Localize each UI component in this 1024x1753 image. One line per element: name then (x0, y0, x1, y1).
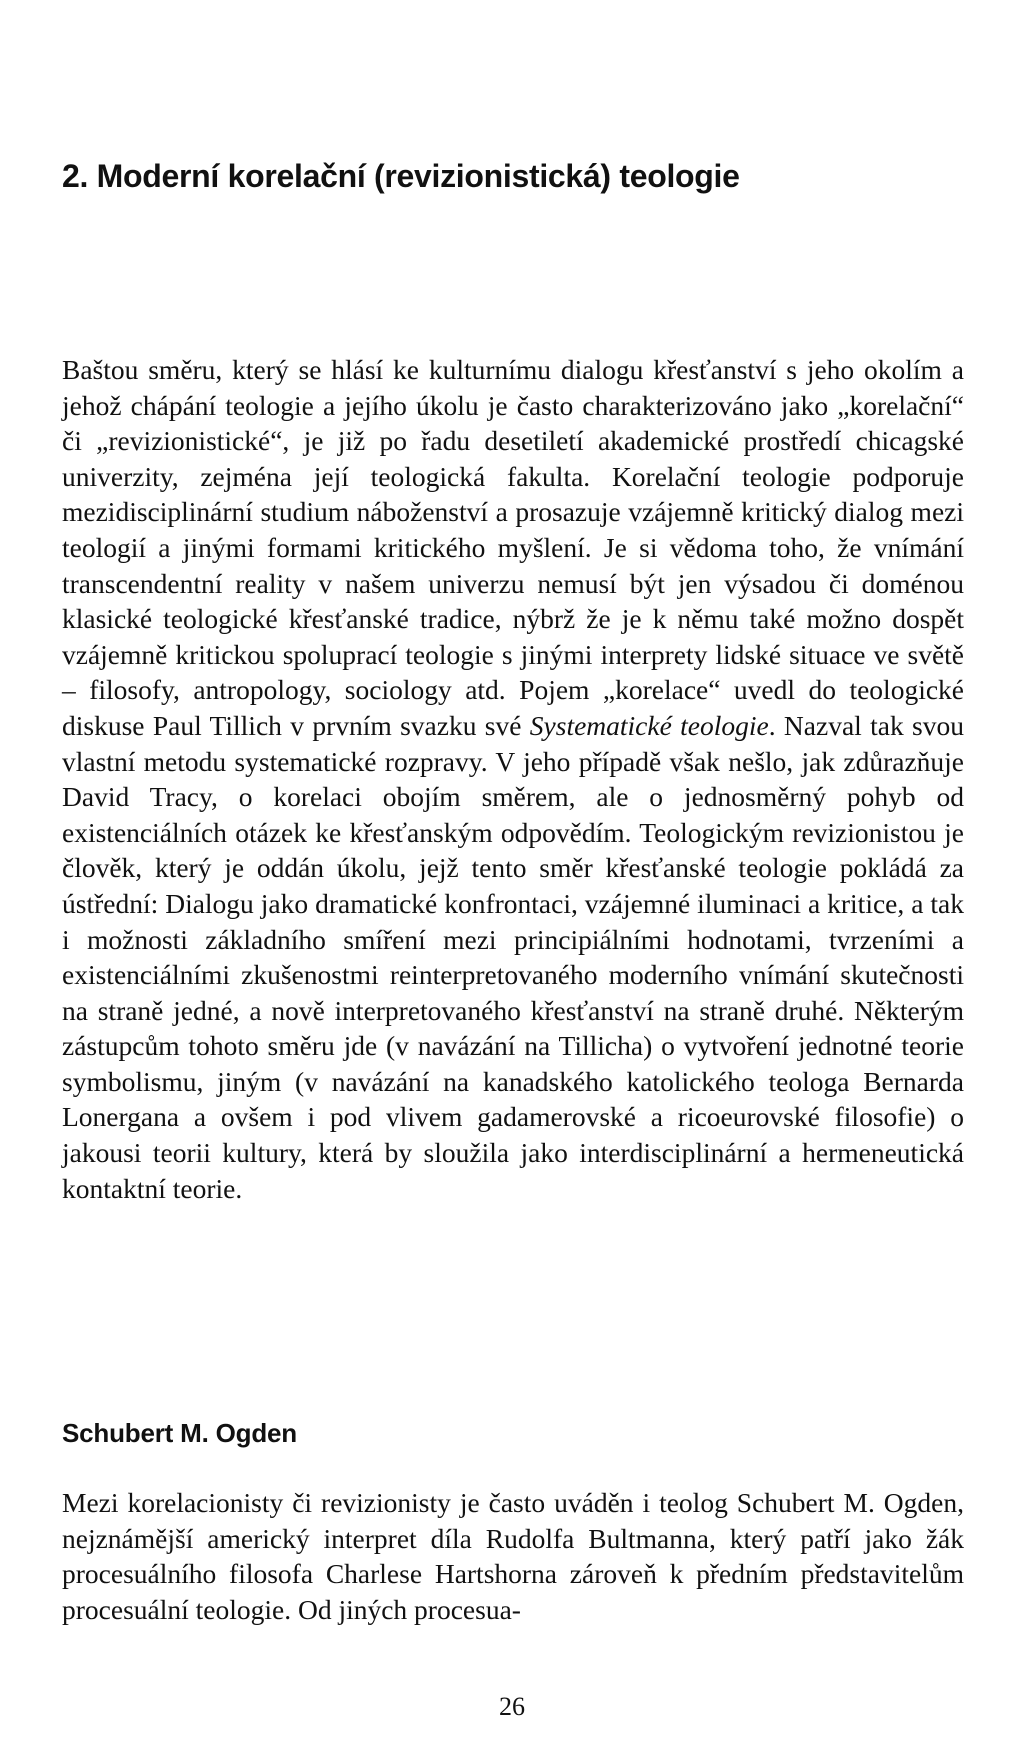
chapter-title: 2. Moderní korelační (revizionistická) teologie (62, 158, 740, 194)
intro-text-before-title: Baštou směru, který se hlásí ke kulturnímu dialogu křesťanství s jeho okolím a jehož chápání teologie a jejího úkolu je často charakterizováno jako „korelační“ či „revizionistické“, je již po řadu desetiletí akademické prostředí chicagské univerzity, zejména její teologická fakulta. Korelační teologie podporuje mezidisciplinární studium náboženství a prosazuje vzájemně kritický dialog mezi teologií a jinými formami kritického myšlení. Je si vědoma toho, že vnímání transcendentní reality v našem univerzu nemusí být jen výsadou či doménou klasické teologické křesťanské tradice, nýbrž že je k němu také možno dospět vzájemně kritickou spoluprací teologie s jinými interprety lidské situace ve světě – filosofy, antropology, sociology atd. Pojem „korelace“ uvedl do teologické diskuse Paul Tillich v prvním svazku své (62, 354, 964, 741)
section-paragraph: Mezi korelacionisty či revizionisty je často uváděn i teolog Schubert M. Ogden, nejznámější americký interpret díla Rudolfa Bultmanna, který patří jako žák procesuálního filosofa Charlese Hartshorna zároveň k předním představitelům procesuální teologie. Od jiných procesua- (62, 1487, 964, 1625)
section-heading: Schubert M. Ogden (62, 1418, 297, 1448)
book-title-italic: Systematické teologie (529, 709, 769, 741)
intro-paragraph (62, 352, 964, 1206)
page-number: 26 (499, 1692, 525, 1721)
intro-text-after-title: . Nazval tak svou vlastní metodu systematické rozpravy. V jeho případě však nešlo, jak zdůrazňuje David Tracy, o korelaci obojím směrem, ale o jednosměrný pohyb od existenciálních otázek ke křesťanským odpovědím. Teologickým revizionistou je člověk, který je oddán úkolu, jejž tento směr křesťanské teologie pokládá za ústřední: Dialogu jako dramatické konfrontaci, vzájemné iluminaci a kritice, a tak i možnosti základního smíření mezi principiálními hodnotami, tvrzeními a existenciálními zkušenostmi reinterpretovaného moderního vnímání skutečnosti na straně jedné, a nově interpretovaného křesťanství na straně druhé. Některým zástupcům tohoto směru jde (v navázání na Tillicha) o vytvoření jednotné teorie symbolismu, jiným (v navázání na kanadského katolického teologa Bernarda Lonergana a ovšem i pod vlivem gadamerovské a ricoeurovské filosofie) o jakousi teorii kultury, která by sloužila jako interdisciplinární a hermeneutická kontaktní teorie. (62, 709, 965, 1204)
